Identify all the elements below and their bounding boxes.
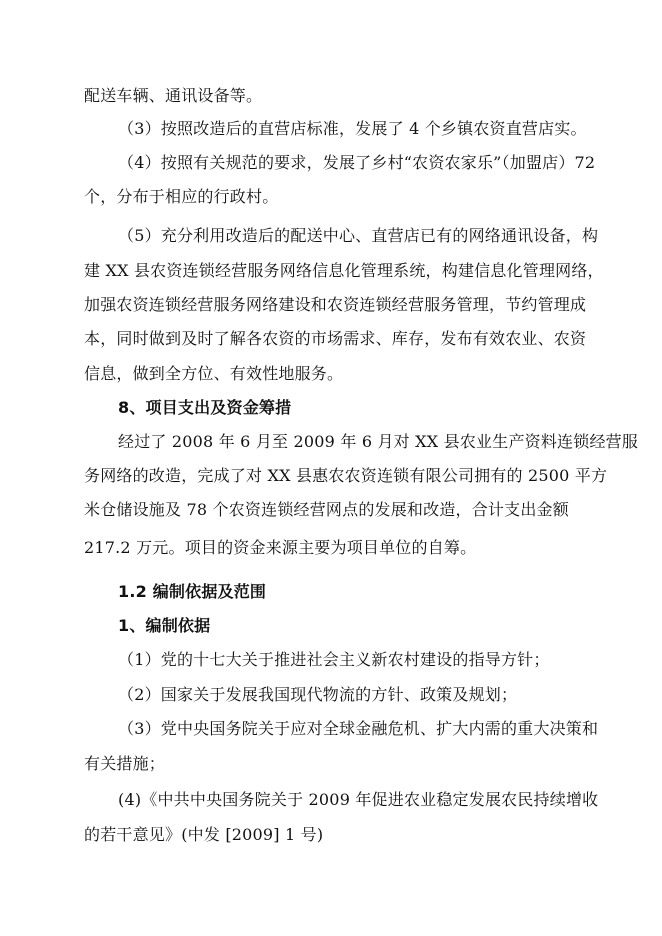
line-19: （3）党中央国务院关于应对全球金融危机、扩大内需的重大决策和 — [118, 719, 599, 738]
line-13: 米仓储设施及 78 个农资连锁经营网点的发展和改造，合计支出金额 — [84, 500, 569, 519]
line-3: （4）按照有关规范的要求，发展了乡村“农资农家乐”（加盟店）72 — [118, 153, 596, 172]
line-18: （2）国家关于发展我国现代物流的方针、政策及规划； — [118, 685, 518, 704]
line-1: 配送车辆、通讯设备等。 — [84, 86, 263, 105]
line-4: 个，分布于相应的行政村。 — [84, 187, 279, 206]
line-22: 的若干意见》(中发 [2009] 1 号) — [84, 825, 324, 844]
line-5: （5）充分利用改造后的配送中心、直营店已有的网络通讯设备，构 — [118, 226, 599, 245]
line-17: （1）党的十七大关于推进社会主义新农村建设的指导方针； — [118, 650, 550, 669]
line-2: （3）按照改造后的直营店标准，发展了 4 个乡镇农资直营店实。 — [118, 119, 587, 138]
line-6: 建 XX 县农资连锁经营服务网络信息化管理系统，构建信息化管理网络， — [84, 261, 604, 280]
line-14: 217.2 万元。项目的资金来源主要为项目单位的自筹。 — [84, 538, 477, 557]
line-12: 务网络的改造，完成了对 XX 县惠农农资连锁有限公司拥有的 2500 平方 — [84, 466, 608, 485]
section-heading-8: 8、项目支出及资金筹措 — [118, 398, 292, 417]
line-9: 信息，做到全方位、有效性地服务。 — [84, 364, 344, 383]
subsection-heading-1: 1、编制依据 — [118, 616, 211, 635]
line-7: 加强农资连锁经营服务网络建设和农资连锁经营服务管理，节约管理成 — [84, 295, 587, 314]
line-21: (4)《中共中央国务院关于 2009 年促进农业稳定发展农民持续增收 — [118, 790, 599, 809]
line-8: 本，同时做到及时了解各农资的市场需求、库存，发布有效农业、农资 — [84, 329, 587, 348]
line-11: 经过了 2008 年 6 月至 2009 年 6 月对 XX 县农业生产资料连锁经营服 — [118, 432, 639, 451]
section-heading-1-2: 1.2 编制依据及范围 — [118, 582, 267, 601]
line-20: 有关措施； — [84, 754, 166, 773]
